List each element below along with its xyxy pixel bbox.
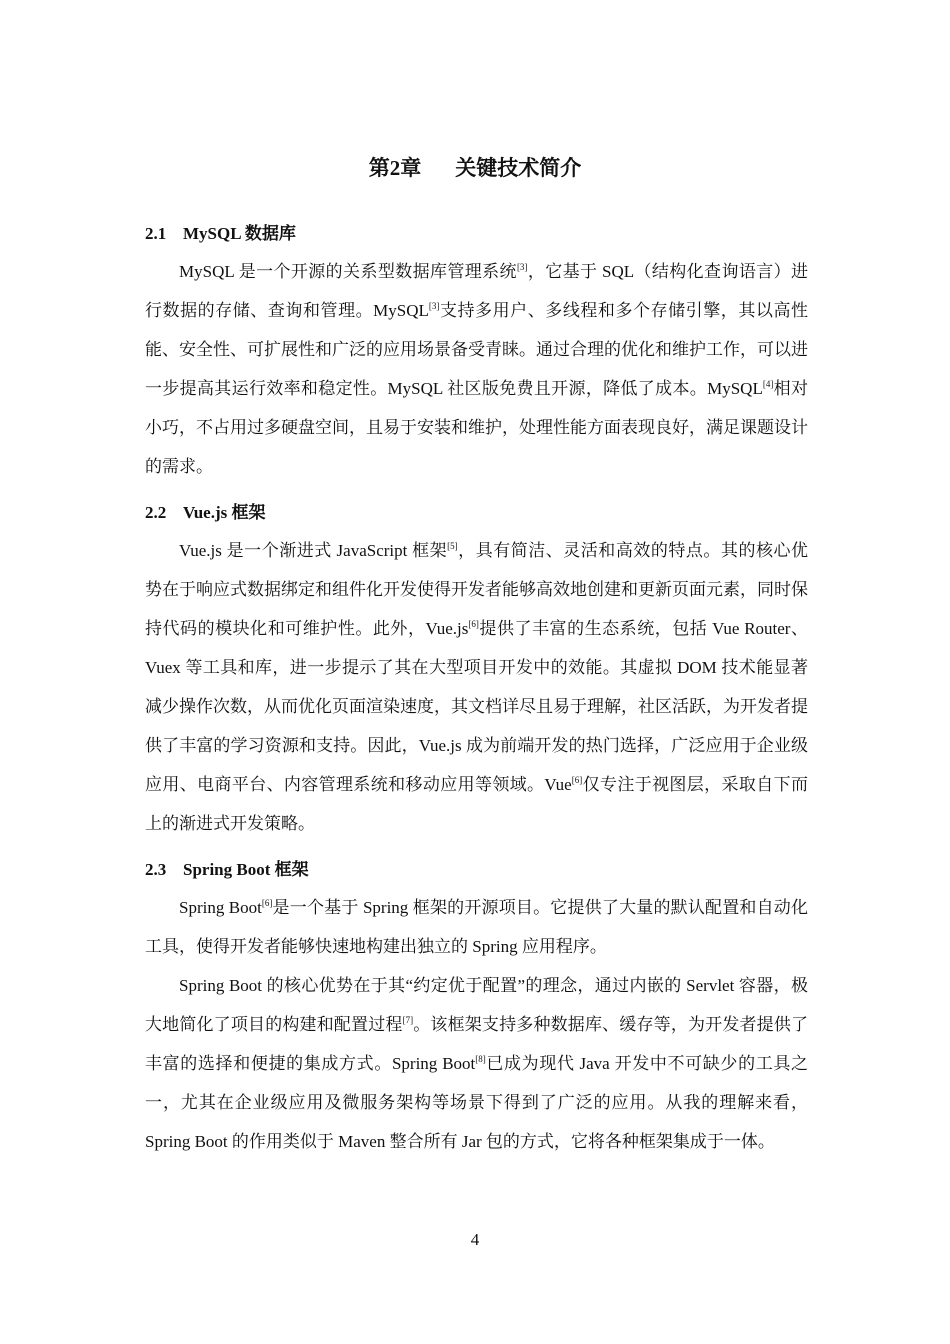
paragraph-text: ，具有简洁、灵活和高效的特点。其的核心优势在于响应式数据绑定和组件化开发使得开发者能够高效地创建和更新页面元素，同时保持代码的模块化和可维护性。此外，Vue.js — [145, 541, 808, 638]
page-number: 4 — [470, 1230, 480, 1249]
citation-ref: [3] — [428, 301, 440, 311]
paragraph-text: ，它基于 SQL（结构化查询语言）进行数据的存储、查询和管理。MySQL — [145, 262, 808, 320]
section-number: 2.3 — [145, 860, 167, 879]
paragraph-text: Spring Boot 的核心优势在于其“约定优于配置”的理念，通过内嵌的 Servlet 容器，极大地简化了项目的构建和配置过程 — [145, 976, 808, 1034]
citation-ref: [3] — [516, 262, 528, 272]
body-paragraph — [145, 888, 808, 966]
paragraph-text: 已成为现代 Java 开发中不可缺少的工具之一，尤其在企业级应用及微服务架构等场景下得到了广泛的应用。从我的理解来看，Spring Boot 的作用类似于 Maven 整合所有 Jar 包的方式，它将各种框架集成于一体。 — [145, 1054, 808, 1151]
paragraph-text: Spring Boot — [179, 898, 262, 917]
paragraph-text: MySQL 是一个开源的关系型数据库管理系统 — [179, 262, 517, 281]
section-title-text: Vue.js 框架 — [183, 503, 266, 522]
section-heading-2-1 — [145, 216, 808, 252]
paragraph-text: 。该框架支持多种数据库、缓存等，为开发者提供了丰富的选择和便捷的集成方式。Spring Boot — [145, 1015, 809, 1073]
chapter-title-text: 关键技术简介 — [455, 156, 582, 180]
citation-ref: [6] — [468, 619, 479, 629]
paragraph-text: 支持多用户、多线程和多个存储引擎，其以高性能、安全性、可扩展性和广泛的应用场景备受青睐。通过合理的优化和维护工作，可以进一步提高其运行效率和稳定性。MySQL 社区版免费且开源，降低了成本。MySQL — [145, 301, 808, 398]
paragraph-text: Vue.js 是一个渐进式 JavaScript 框架 — [179, 541, 448, 560]
document-body — [145, 216, 808, 1161]
body-paragraph — [145, 966, 808, 1161]
paragraph-text: 仅专注于视图层，采取自下而上的渐进式开发策略。 — [145, 775, 808, 833]
section-title-text: Spring Boot 框架 — [183, 860, 309, 879]
section-number: 2.2 — [145, 503, 167, 522]
section-2-3-body — [145, 888, 808, 1161]
citation-ref: [6] — [261, 898, 273, 908]
body-paragraph — [145, 252, 808, 486]
section-2-2-body — [145, 531, 808, 843]
citation-ref: [7] — [402, 1015, 414, 1025]
citation-ref: [5] — [447, 541, 458, 551]
citation-ref: [4] — [762, 379, 774, 389]
section-title-text: MySQL 数据库 — [183, 224, 296, 243]
section-number: 2.1 — [145, 224, 167, 243]
section-heading-2-2 — [145, 495, 808, 531]
chapter-number: 第2章 — [368, 156, 422, 180]
section-heading-2-3 — [145, 852, 808, 888]
chapter-title — [0, 152, 950, 184]
paragraph-text: 相对小巧，不占用过多硬盘空间，且易于安装和维护，处理性能方面表现良好，满足课题设计的需求。 — [145, 379, 808, 476]
citation-ref: [6] — [571, 775, 583, 785]
paragraph-text: 提供了丰富的生态系统，包括 Vue Router、Vuex 等工具和库，进一步提示了其在大型项目开发中的效能。其虚拟 DOM 技术能显著减少操作次数，从而优化页面渲染速度，其文档详尽且易于理解，社区活跃，为开发者提供了丰富的学习资源和支持。因此，Vue.js 成为前端开发的热门选择，广泛应用于企业级应用、电商平台、内容管理系统和移动应用等领域。Vue — [145, 619, 808, 794]
paragraph-text: 是一个基于 Spring 框架的开源项目。它提供了大量的默认配置和自动化工具，使得开发者能够快速地构建出独立的 Spring 应用程序。 — [145, 898, 809, 956]
body-paragraph — [145, 531, 808, 843]
citation-ref: [8] — [475, 1054, 486, 1064]
section-2-1-body — [145, 252, 808, 486]
